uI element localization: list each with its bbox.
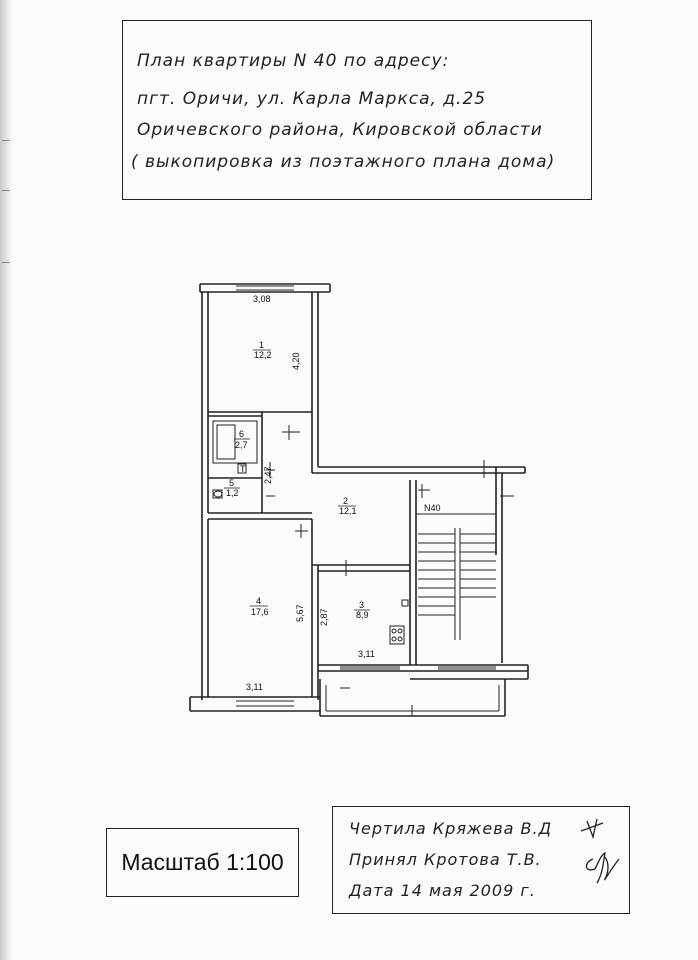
title-line-4: ( выкопировка из поэтажного плана дома) — [131, 152, 556, 172]
scale-label: Масштаб 1:100 — [121, 849, 284, 875]
dim-room3-length: 2,87 — [319, 608, 329, 626]
room-5-area: 1,2 — [226, 488, 239, 498]
room-3-number: 3 — [359, 600, 365, 610]
dim-room1-length: 4,20 — [291, 352, 301, 370]
room-5-number: 5 — [229, 478, 235, 488]
room-4-area: 17,6 — [251, 607, 269, 617]
date-line: Дата 14 мая 2009 г. — [349, 881, 536, 900]
title-line-2: пгт. Оричи, ул. Карла Маркса, д.25 — [137, 89, 487, 109]
accepted-by-line: Принял Кротова Т.В. — [349, 850, 542, 869]
room-2-number: 2 — [343, 496, 349, 506]
handwritten-signature — [573, 811, 629, 911]
dim-bath-length: 2,47 — [263, 466, 273, 484]
scale-box — [106, 828, 299, 897]
dim-room3-width: 3,11 — [358, 649, 375, 659]
stair-label: N40 — [424, 503, 441, 513]
room-6-area: 2,7 — [235, 440, 248, 450]
room-1-number: 1 — [259, 340, 265, 350]
room-3-area: 8,9 — [356, 610, 369, 620]
room-2-area: 12,1 — [339, 506, 357, 516]
signature-block — [332, 806, 630, 914]
drawn-by-line: Чертила Кряжева В.Д — [349, 819, 553, 838]
toilet-label: Т — [240, 464, 246, 474]
room-4-number: 4 — [256, 596, 262, 606]
room-6-number: 6 — [239, 429, 245, 439]
title-line-3: Оричевского района, Кировской области — [137, 120, 543, 140]
title-line-1: План квартиры N 40 по адресу: — [137, 51, 450, 71]
dim-room4-width: 3,11 — [246, 682, 263, 692]
dim-room1-width: 3,08 — [253, 294, 271, 304]
dim-room4-length: 5,67 — [295, 604, 305, 622]
room-1-area: 12,2 — [254, 350, 272, 360]
